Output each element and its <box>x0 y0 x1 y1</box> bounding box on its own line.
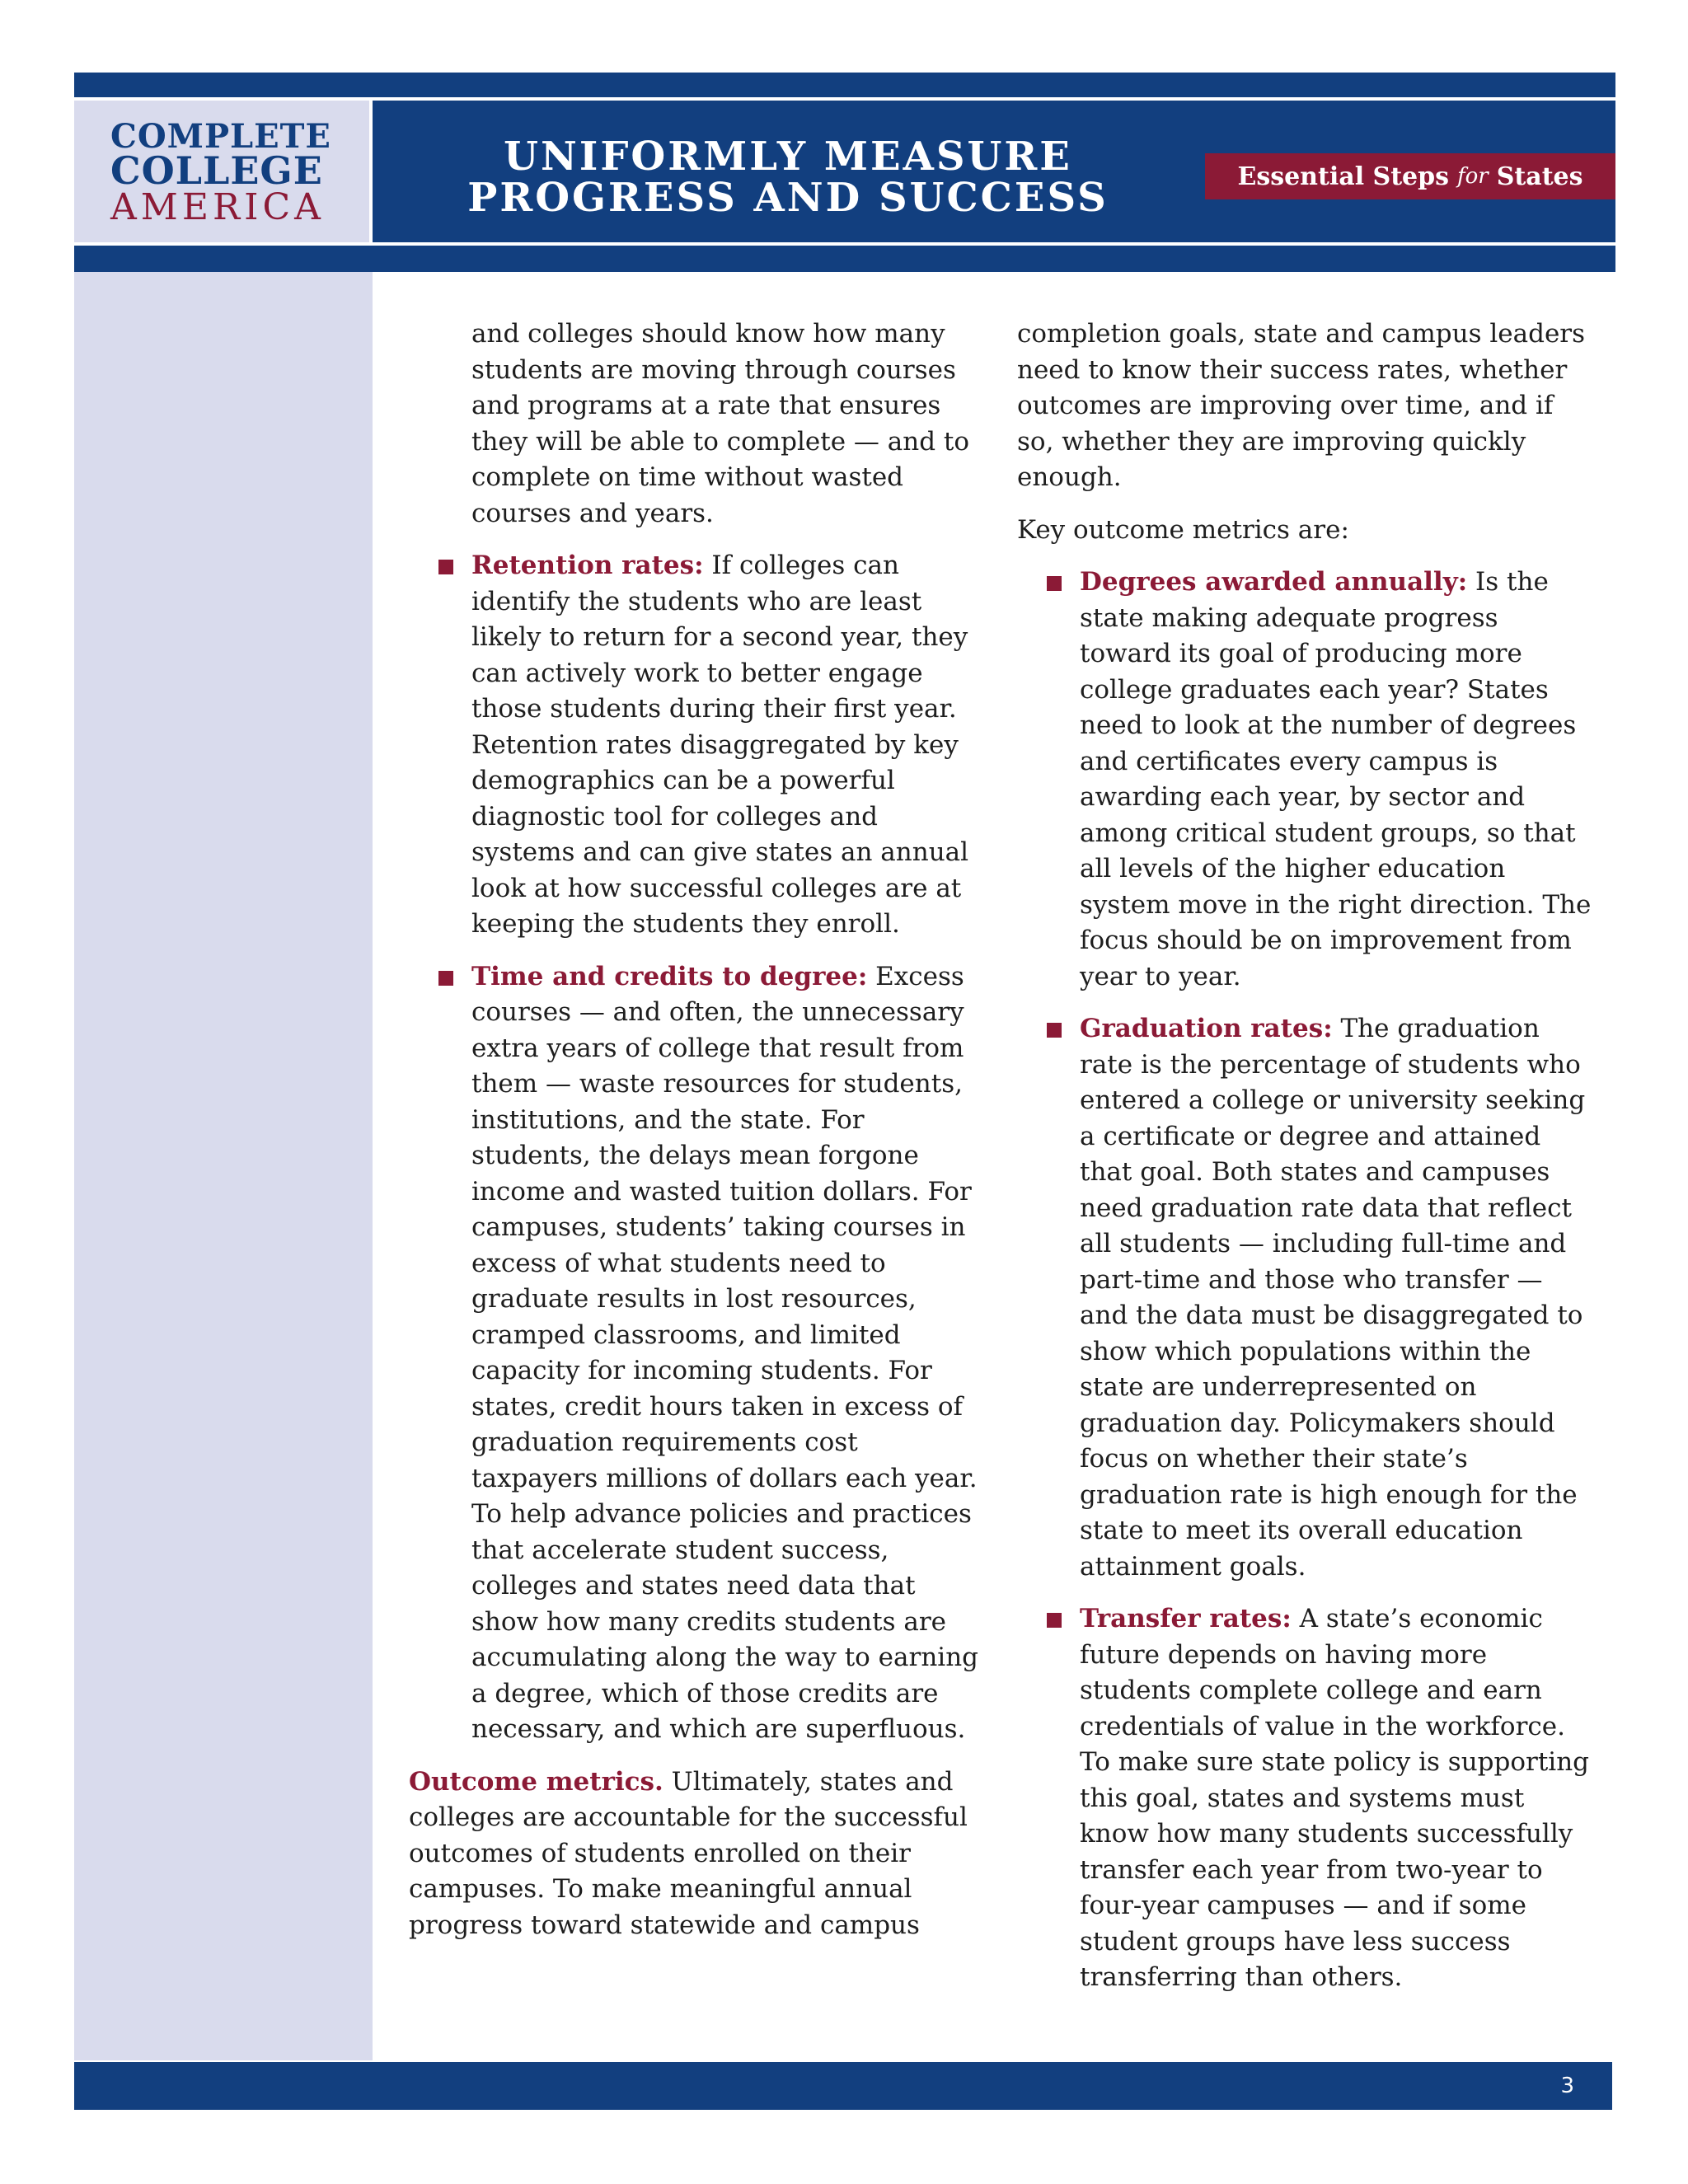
left-sidebar <box>74 272 373 2060</box>
transfer-lead: Transfer rates: <box>1080 1604 1292 1633</box>
header-top-bar <box>74 73 1615 97</box>
bullet-square-icon <box>1047 576 1062 591</box>
time-credits-lead: Time and credits to degree: <box>471 961 868 991</box>
bullet-square-icon <box>438 971 453 986</box>
graduation-text: The graduation rate is the percentage of students who entered a college or university seeking a certificate or degree and attained that goal. Both states and campuses need graduation rate data that reflect all students — including full-time and part-time and those who transfer — and the data must be disaggregated to show which populations within the state are underrepresented on graduation day. Policymakers should focus on whether their state’s graduation rate is high enough for the state to meet its overall education attainment goals. <box>1080 1014 1586 1582</box>
graduation-lead: Graduation rates: <box>1080 1014 1333 1043</box>
list-item-time-credits <box>409 959 981 1748</box>
left-intro-paragraph: and colleges should know how many students are moving through courses and programs at a rate that ensures they will be able to complete — and to complete on time without wasted courses and years. <box>471 319 970 528</box>
page-number: 3 <box>1560 2074 1574 2098</box>
badge-text-mid: for <box>1457 164 1489 189</box>
right-intro-paragraph: completion goals, state and campus leaders need to know their success rates, whether outcomes are improving over time, and if so, whether they are improving quickly enough. <box>1017 319 1586 492</box>
key-metrics-heading: Key outcome metrics are: <box>1017 514 1349 545</box>
left-column <box>409 316 981 1960</box>
list-item-degrees <box>1017 565 1594 995</box>
bullet-square-icon <box>1047 1613 1062 1628</box>
outcome-metrics-lead: Outcome metrics. <box>409 1766 663 1797</box>
series-badge <box>1205 153 1615 199</box>
retention-lead: Retention rates: <box>471 551 704 580</box>
transfer-text: A state’s economic future depends on having more students complete college and earn credentials of value in the workforce. To make sure state policy is supporting this goal, states and systems must know how many students successfully transfer each year from two-year to four-year campuses — and if some student groups have less success transferring than others. <box>1080 1604 1590 1992</box>
time-credits-text: Excess courses — and often, the unnecessary extra years of college that result from them — waste resources for students, institutions, and the state. For students, the delays mean forgone income and wasted tuition dollars. For campuses, students’ taking courses in excess of what students need to graduate results in lost resources, cramped classrooms, and limited capacity for incoming students. For states, credit hours taken in excess of graduation requirements cost taxpayers millions of dollars each year. To help advance policies and practices that accelerate student success, colleges and states need data that show how many credits students are accumulating along the way to earning a degree, which of those credits are necessary, and which are superfluous. <box>471 961 979 1744</box>
badge-text-pre: Essential Steps <box>1237 162 1450 191</box>
logo-line-complete: COMPLETE <box>110 117 331 156</box>
bullet-square-icon <box>1047 1023 1062 1038</box>
list-item-transfer <box>1017 1601 1594 1996</box>
outcome-metrics-paragraph <box>409 1765 981 1944</box>
page-title-line-2: PROGRESS AND SUCCESS <box>467 175 1109 221</box>
list-item-retention <box>409 548 981 943</box>
logo-line-america: AMERICA <box>110 186 325 228</box>
degrees-text: Is the state making adequate progress toward its goal of producing more college graduates each year? States need to look at the number of degrees and certificates every campus is awarding each year, by sector and among critical student groups, so that all levels of the higher education system move in the right direction. The focus should be on improvement from year to year. <box>1080 567 1592 991</box>
degrees-lead: Degrees awarded annually: <box>1080 567 1468 597</box>
header-bottom-bar <box>74 246 1615 272</box>
right-column <box>1017 316 1594 2013</box>
retention-text: If colleges can identify the students who are least likely to return for a second year, they can actively work to better engage those students during their first year. Retention rates disaggregated by key demographics can be a powerful diagnostic tool for colleges and systems and can give states an annual look at how successful colleges are at keeping the students they enroll. <box>471 551 969 939</box>
bullet-square-icon <box>438 560 453 574</box>
footer-bar <box>74 2062 1612 2110</box>
logo-line-college: COLLEGE <box>110 148 323 193</box>
badge-text-post: States <box>1496 162 1583 191</box>
list-item-graduation <box>1017 1011 1594 1585</box>
outcome-metrics-text: Ultimately, states and colleges are accountable for the successful outcomes of students enrolled on their campuses. To make meaningful annual progress toward statewide and campus <box>409 1766 968 1940</box>
page-title-line-1: UNIFORMLY MEASURE <box>504 134 1072 180</box>
